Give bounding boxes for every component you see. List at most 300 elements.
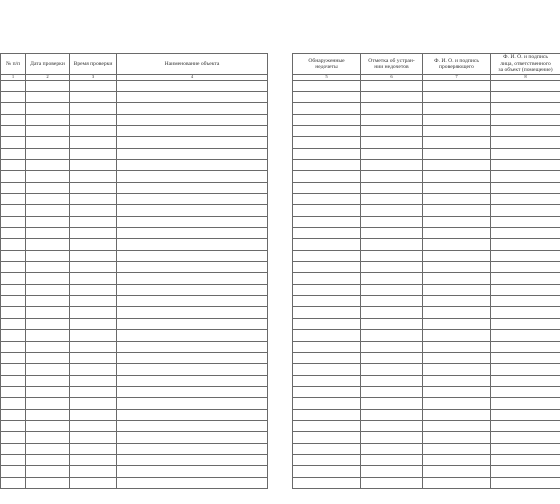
table-cell	[361, 454, 423, 465]
table-cell	[1, 296, 26, 307]
table-row	[1, 454, 268, 465]
table-cell	[293, 103, 361, 114]
table-cell	[1, 420, 26, 431]
table-cell	[26, 148, 70, 159]
table-cell	[1, 250, 26, 261]
table-row	[293, 341, 560, 352]
inspection-log-table-left	[0, 53, 268, 489]
table-cell	[423, 239, 491, 250]
col-header-found-defects: Обнаруженные недочеты	[293, 54, 361, 75]
table-cell	[491, 477, 560, 488]
table-cell	[361, 194, 423, 205]
table-row	[1, 103, 268, 114]
table-cell	[26, 273, 70, 284]
table-cell	[26, 307, 70, 318]
table-row	[293, 398, 560, 409]
table-cell	[1, 318, 26, 329]
table-cell	[117, 307, 268, 318]
table-cell	[117, 262, 268, 273]
table-cell	[293, 284, 361, 295]
col-index-2: 2	[26, 75, 70, 81]
table-cell	[423, 250, 491, 261]
table-cell	[70, 239, 117, 250]
table-cell	[1, 239, 26, 250]
table-cell	[361, 91, 423, 102]
table-row	[1, 432, 268, 443]
table-cell	[361, 205, 423, 216]
table-cell	[26, 114, 70, 125]
table-cell	[361, 160, 423, 171]
table-cell	[293, 296, 361, 307]
table-cell	[117, 386, 268, 397]
table-row	[1, 91, 268, 102]
table-cell	[117, 250, 268, 261]
table-cell	[491, 420, 560, 431]
table-cell	[293, 330, 361, 341]
table-cell	[491, 432, 560, 443]
table-cell	[361, 352, 423, 363]
table-cell	[26, 137, 70, 148]
table-cell	[26, 91, 70, 102]
table-cell	[293, 114, 361, 125]
table-cell	[70, 80, 117, 91]
table-cell	[26, 296, 70, 307]
table-cell	[117, 364, 268, 375]
table-row	[293, 477, 560, 488]
table-cell	[117, 398, 268, 409]
table-cell	[70, 341, 117, 352]
table-cell	[361, 80, 423, 91]
table-cell	[1, 352, 26, 363]
table-cell	[491, 250, 560, 261]
table-cell	[1, 466, 26, 477]
col-index-1: 1	[1, 75, 26, 81]
table-cell	[361, 318, 423, 329]
table-cell	[26, 239, 70, 250]
table-row	[293, 228, 560, 239]
table-cell	[293, 352, 361, 363]
table-cell	[117, 103, 268, 114]
col-index-3: 3	[70, 75, 117, 81]
table-cell	[423, 318, 491, 329]
table-cell	[117, 330, 268, 341]
table-cell	[26, 182, 70, 193]
table-cell	[423, 420, 491, 431]
table-cell	[361, 466, 423, 477]
table-row	[293, 216, 560, 227]
table-cell	[361, 171, 423, 182]
table-row	[293, 364, 560, 375]
table-row	[1, 375, 268, 386]
table-cell	[423, 148, 491, 159]
table-cell	[491, 205, 560, 216]
table-cell	[423, 364, 491, 375]
table-cell	[423, 273, 491, 284]
table-row	[293, 375, 560, 386]
table-cell	[1, 205, 26, 216]
table-row	[293, 284, 560, 295]
table-cell	[361, 228, 423, 239]
table-cell	[70, 284, 117, 295]
table-cell	[117, 216, 268, 227]
table-cell	[117, 443, 268, 454]
table-row	[293, 205, 560, 216]
table-cell	[293, 194, 361, 205]
left-page	[0, 53, 267, 489]
table-cell	[117, 182, 268, 193]
col-index-5: 5	[293, 75, 361, 81]
table-cell	[26, 80, 70, 91]
table-cell	[70, 352, 117, 363]
table-cell	[491, 307, 560, 318]
table-cell	[491, 91, 560, 102]
table-cell	[70, 148, 117, 159]
table-cell	[70, 307, 117, 318]
table-cell	[1, 171, 26, 182]
table-cell	[26, 398, 70, 409]
table-cell	[361, 341, 423, 352]
table-cell	[361, 250, 423, 261]
table-cell	[117, 341, 268, 352]
table-cell	[293, 432, 361, 443]
table-cell	[361, 182, 423, 193]
table-cell	[423, 205, 491, 216]
table-cell	[26, 432, 70, 443]
table-cell	[491, 125, 560, 136]
table-cell	[70, 160, 117, 171]
table-cell	[70, 137, 117, 148]
table-cell	[70, 454, 117, 465]
table-cell	[26, 262, 70, 273]
table-cell	[26, 352, 70, 363]
table-row	[1, 228, 268, 239]
table-cell	[26, 477, 70, 488]
table-cell	[117, 125, 268, 136]
table-cell	[361, 148, 423, 159]
table-cell	[423, 160, 491, 171]
table-cell	[361, 443, 423, 454]
table-cell	[1, 80, 26, 91]
table-cell	[293, 273, 361, 284]
table-cell	[423, 296, 491, 307]
table-cell	[293, 125, 361, 136]
table-cell	[491, 330, 560, 341]
table-row	[1, 194, 268, 205]
table-cell	[1, 103, 26, 114]
table-cell	[117, 160, 268, 171]
table-cell	[423, 125, 491, 136]
table-cell	[117, 137, 268, 148]
table-cell	[26, 160, 70, 171]
table-cell	[1, 398, 26, 409]
table-cell	[70, 318, 117, 329]
table-row	[1, 273, 268, 284]
table-cell	[491, 171, 560, 182]
table-cell	[70, 103, 117, 114]
table-body-right	[293, 80, 560, 488]
table-cell	[1, 182, 26, 193]
table-cell	[26, 409, 70, 420]
table-cell	[293, 182, 361, 193]
col-header-number: № п/п	[1, 54, 26, 75]
table-cell	[491, 194, 560, 205]
table-cell	[293, 386, 361, 397]
table-cell	[491, 103, 560, 114]
table-cell	[293, 318, 361, 329]
table-cell	[293, 375, 361, 386]
table-row	[293, 386, 560, 397]
table-row	[1, 409, 268, 420]
table-cell	[1, 137, 26, 148]
table-cell	[491, 352, 560, 363]
table-cell	[361, 477, 423, 488]
table-cell	[423, 103, 491, 114]
table-row	[1, 318, 268, 329]
table-cell	[423, 477, 491, 488]
table-cell	[491, 375, 560, 386]
table-row	[1, 182, 268, 193]
table-cell	[423, 375, 491, 386]
table-cell	[361, 273, 423, 284]
table-cell	[491, 386, 560, 397]
table-cell	[361, 375, 423, 386]
table-row	[1, 386, 268, 397]
table-cell	[491, 160, 560, 171]
col-index-7: 7	[423, 75, 491, 81]
table-cell	[491, 466, 560, 477]
table-cell	[1, 375, 26, 386]
table-cell	[293, 443, 361, 454]
right-page	[292, 53, 560, 489]
table-row	[293, 409, 560, 420]
table-row	[1, 250, 268, 261]
table-cell	[423, 386, 491, 397]
table-cell	[423, 409, 491, 420]
table-cell	[293, 239, 361, 250]
col-header-defect-fix-mark: Отметка об устран- нии недочетов	[361, 54, 423, 75]
col-header-responsible-signature: Ф. И. О. и подпись лица, ответственного за объект (помещение)	[491, 54, 560, 75]
table-cell	[117, 239, 268, 250]
table-row	[293, 250, 560, 261]
table-cell	[1, 432, 26, 443]
table-cell	[1, 148, 26, 159]
table-cell	[423, 182, 491, 193]
table-cell	[361, 330, 423, 341]
table-cell	[1, 386, 26, 397]
table-row	[1, 239, 268, 250]
table-cell	[293, 409, 361, 420]
table-cell	[293, 171, 361, 182]
table-cell	[293, 477, 361, 488]
table-cell	[117, 409, 268, 420]
table-cell	[26, 443, 70, 454]
col-header-inspector-signature: Ф. И. О. и подпись проверяющего	[423, 54, 491, 75]
table-cell	[293, 160, 361, 171]
table-cell	[26, 386, 70, 397]
table-row	[293, 160, 560, 171]
table-cell	[26, 330, 70, 341]
table-row	[1, 205, 268, 216]
table-row	[293, 148, 560, 159]
table-cell	[26, 250, 70, 261]
table-cell	[1, 364, 26, 375]
table-cell	[70, 420, 117, 431]
table-cell	[70, 375, 117, 386]
table-cell	[423, 80, 491, 91]
table-cell	[70, 409, 117, 420]
table-cell	[117, 205, 268, 216]
table-cell	[293, 205, 361, 216]
table-cell	[117, 318, 268, 329]
table-cell	[70, 364, 117, 375]
table-cell	[293, 341, 361, 352]
table-row	[1, 296, 268, 307]
table-row	[293, 454, 560, 465]
table-cell	[26, 284, 70, 295]
table-cell	[1, 125, 26, 136]
table-cell	[117, 454, 268, 465]
table-cell	[1, 273, 26, 284]
table-cell	[117, 375, 268, 386]
table-cell	[1, 228, 26, 239]
table-row	[1, 420, 268, 431]
table-row	[1, 125, 268, 136]
table-cell	[117, 296, 268, 307]
table-row	[1, 466, 268, 477]
table-cell	[423, 228, 491, 239]
table-cell	[361, 216, 423, 227]
table-cell	[423, 194, 491, 205]
table-cell	[70, 466, 117, 477]
table-cell	[293, 137, 361, 148]
table-cell	[361, 420, 423, 431]
table-cell	[423, 262, 491, 273]
table-cell	[117, 420, 268, 431]
table-cell	[293, 80, 361, 91]
table-cell	[293, 228, 361, 239]
table-row	[293, 352, 560, 363]
table-cell	[491, 296, 560, 307]
table-cell	[423, 432, 491, 443]
table-cell	[70, 194, 117, 205]
table-row	[1, 148, 268, 159]
table-cell	[491, 409, 560, 420]
table-cell	[293, 250, 361, 261]
table-cell	[361, 364, 423, 375]
table-row	[1, 137, 268, 148]
table-cell	[26, 318, 70, 329]
table-cell	[423, 137, 491, 148]
table-cell	[423, 216, 491, 227]
table-row	[293, 91, 560, 102]
table-cell	[70, 205, 117, 216]
table-cell	[361, 284, 423, 295]
table-cell	[361, 398, 423, 409]
table-cell	[361, 103, 423, 114]
table-cell	[70, 250, 117, 261]
table-row	[293, 182, 560, 193]
table-cell	[491, 216, 560, 227]
table-cell	[1, 194, 26, 205]
table-row	[293, 432, 560, 443]
table-cell	[117, 432, 268, 443]
table-cell	[1, 341, 26, 352]
table-cell	[117, 352, 268, 363]
table-cell	[491, 341, 560, 352]
table-cell	[1, 443, 26, 454]
table-row	[293, 307, 560, 318]
table-row	[293, 420, 560, 431]
table-cell	[1, 409, 26, 420]
table-cell	[117, 194, 268, 205]
table-cell	[117, 148, 268, 159]
inspection-log-table-right	[292, 53, 560, 489]
table-cell	[1, 91, 26, 102]
table-row	[293, 80, 560, 91]
table-row	[1, 80, 268, 91]
table-cell	[491, 398, 560, 409]
table-cell	[491, 137, 560, 148]
table-row	[293, 466, 560, 477]
table-row	[1, 352, 268, 363]
table-cell	[70, 114, 117, 125]
table-row	[293, 262, 560, 273]
table-row	[293, 125, 560, 136]
table-cell	[1, 114, 26, 125]
table-row	[293, 330, 560, 341]
table-cell	[26, 125, 70, 136]
table-cell	[491, 318, 560, 329]
table-cell	[293, 466, 361, 477]
table-row	[1, 477, 268, 488]
table-cell	[293, 398, 361, 409]
table-row	[293, 137, 560, 148]
table-cell	[1, 477, 26, 488]
table-cell	[70, 91, 117, 102]
table-cell	[26, 454, 70, 465]
table-cell	[70, 125, 117, 136]
table-cell	[1, 216, 26, 227]
table-row	[293, 318, 560, 329]
table-cell	[293, 148, 361, 159]
table-row	[1, 307, 268, 318]
table-cell	[26, 341, 70, 352]
table-row	[293, 273, 560, 284]
table-row	[293, 296, 560, 307]
table-cell	[491, 148, 560, 159]
table-cell	[70, 296, 117, 307]
table-row	[1, 160, 268, 171]
table-cell	[361, 262, 423, 273]
table-cell	[1, 284, 26, 295]
col-header-object-name: Наименование объекта	[117, 54, 268, 75]
table-cell	[491, 182, 560, 193]
table-cell	[70, 182, 117, 193]
table-cell	[117, 114, 268, 125]
table-row	[1, 398, 268, 409]
table-row	[1, 341, 268, 352]
table-row	[1, 364, 268, 375]
table-cell	[26, 216, 70, 227]
table-cell	[1, 160, 26, 171]
table-cell	[423, 352, 491, 363]
table-cell	[423, 398, 491, 409]
table-cell	[70, 171, 117, 182]
table-body-left	[1, 80, 268, 488]
table-cell	[70, 330, 117, 341]
table-cell	[361, 114, 423, 125]
table-row	[293, 443, 560, 454]
